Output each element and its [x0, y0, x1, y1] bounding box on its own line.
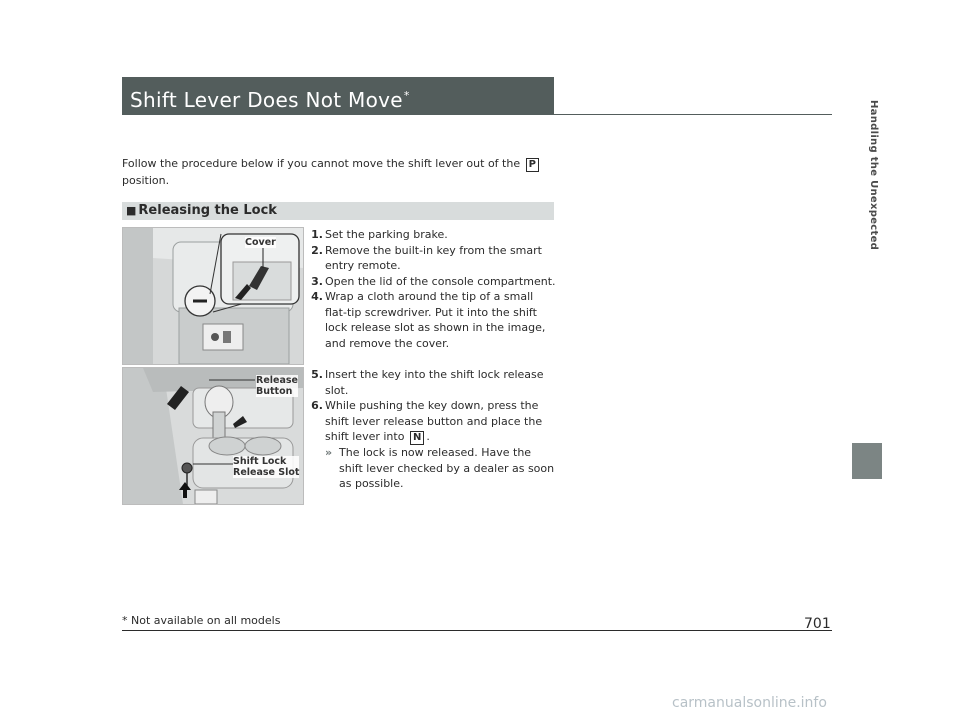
steps-group-1 — [305, 227, 557, 351]
section-heading — [122, 202, 554, 220]
step-item — [305, 274, 557, 290]
step-number: 2. — [311, 243, 323, 257]
release-button-callout — [256, 375, 298, 397]
chapter-label: Handling the Unexpected — [868, 100, 879, 251]
console-cover-drawing — [123, 228, 303, 364]
step-text: Insert the key into the shift lock release slot. — [325, 368, 544, 397]
release-slot-callout-line2: Release Slot — [233, 467, 300, 478]
step-text: Open the lid of the console compartment. — [325, 274, 556, 288]
watermark-text: carmanualsonline.info — [672, 695, 827, 711]
page-title — [122, 77, 554, 115]
step-item — [305, 289, 557, 351]
result-text: The lock is now released. Have the shift lever checked by a dealer as soon as possible. — [339, 446, 555, 490]
intro-text-end: position. — [122, 174, 170, 187]
step-item — [305, 398, 557, 445]
result-arrow-icon: » — [325, 446, 333, 459]
step-number: 3. — [311, 274, 323, 288]
square-bullet-icon: ■ — [126, 204, 137, 217]
footnote: * Not available on all models — [122, 614, 281, 627]
release-slot-callout-line1: Shift Lock — [233, 456, 287, 467]
page-title-text: Shift Lever Does Not Move — [130, 88, 403, 112]
release-button-callout-line1: Release — [256, 375, 298, 386]
chapter-tab — [852, 443, 882, 479]
step-text: While pushing the key down, press the shift lever release button and place the shift lever into — [325, 399, 543, 443]
result-note — [305, 445, 557, 492]
footnote-rule — [122, 630, 832, 631]
step-item — [305, 367, 557, 398]
availability-mark: * — [403, 89, 410, 102]
step-number: 1. — [311, 228, 323, 241]
shift-lever-illustration — [122, 367, 304, 505]
park-position-key: P — [526, 158, 539, 172]
intro-paragraph — [122, 155, 542, 189]
neutral-position-key: N — [410, 431, 424, 445]
release-button-callout-line2: Button — [256, 386, 293, 397]
step-text-end: . — [426, 430, 430, 443]
cover-callout: Cover — [245, 237, 276, 248]
step-text: Remove the built-in key from the smart entry remote. — [325, 243, 542, 272]
page-number: 701 — [804, 616, 831, 632]
intro-text: Follow the procedure below if you cannot move the shift lever out of the — [122, 157, 521, 170]
step-item — [305, 227, 557, 243]
step-number: 6. — [311, 399, 323, 412]
step-text: Wrap a cloth around the tip of a small flat-tip screwdriver. Put it into the shift lock release slot as shown in the image, and remove the cover. — [325, 290, 546, 350]
step-number: 4. — [311, 290, 323, 303]
step-text: Set the parking brake. — [325, 228, 448, 241]
steps-group-2 — [305, 367, 557, 492]
step-item — [305, 243, 557, 274]
step-number: 5. — [311, 368, 323, 381]
title-rule — [554, 114, 832, 115]
release-slot-callout — [233, 456, 299, 478]
console-cover-illustration — [122, 227, 304, 365]
section-heading-text: Releasing the Lock — [138, 203, 277, 218]
